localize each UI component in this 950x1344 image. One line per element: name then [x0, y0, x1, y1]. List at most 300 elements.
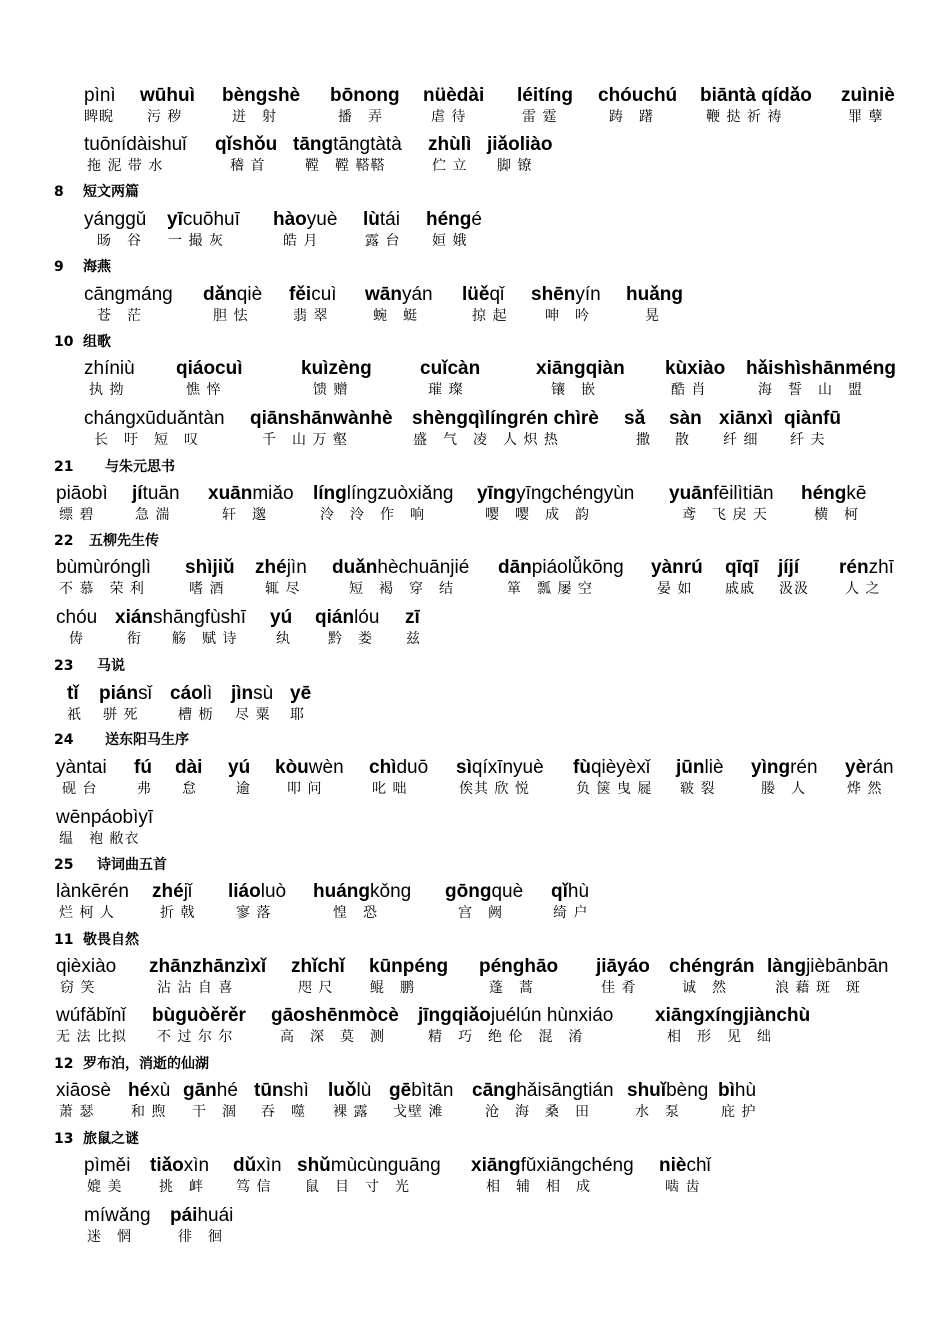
pinyin-regular: qǐ [489, 284, 505, 305]
pinyin-word [531, 283, 601, 307]
pinyin-bold: qiáocuì [176, 358, 243, 379]
pinyin-word [659, 1154, 711, 1178]
hanzi-word: 戈壁 滩 [393, 1104, 444, 1120]
pinyin-word [655, 1004, 810, 1028]
pinyin-word [56, 880, 129, 904]
hanzi-word: 拖 泥 带 水 [87, 158, 164, 174]
pinyin-regular: rán [866, 757, 894, 778]
pinyin-word [487, 133, 552, 157]
pinyin-regular: lóu [354, 607, 380, 628]
pinyin-regular: yuè [306, 209, 338, 230]
hanzi-word: 寥 落 [236, 905, 272, 921]
hanzi-word: 播 弄 [338, 109, 383, 125]
pinyin-regular: miǎo [252, 483, 294, 504]
hanzi-word: 辄 尽 [265, 581, 301, 597]
lesson-title: 敬畏自然 [83, 932, 139, 948]
hanzi-word: 人 之 [845, 581, 881, 597]
pinyin-regular: chóu [56, 607, 98, 628]
pinyin-word [128, 1079, 170, 1103]
hanzi-word: 旸 谷 [97, 233, 142, 249]
pinyin-bold: shǔ [297, 1155, 331, 1176]
hanzi-word: 相 形 见 绌 [667, 1029, 772, 1045]
hanzi-word: 惶 恐 [333, 905, 378, 921]
pinyin-regular: xù [150, 1080, 171, 1101]
pinyin-word [536, 357, 625, 381]
hanzi-word: 轩 邈 [222, 507, 267, 523]
pinyin-word [132, 482, 180, 506]
pinyin-word [462, 283, 504, 307]
pinyin-regular: cuōhuī [182, 209, 240, 230]
hanzi-word: 骈 死 [103, 707, 139, 723]
pinyin-word [725, 556, 759, 580]
pinyin-bold: zhé [255, 557, 287, 578]
pinyin-bold: tūn [254, 1080, 284, 1101]
hanzi-word: 干 涸 [192, 1104, 237, 1120]
hanzi-word: 千 山 万 壑 [262, 432, 348, 448]
pinyin-word [56, 556, 151, 580]
pinyin-bold: nüèdài [423, 85, 485, 106]
pinyin-word [233, 1154, 282, 1178]
pinyin-regular: jièbānbān [806, 956, 889, 977]
pinyin-regular: wèn [308, 757, 344, 778]
pinyin-regular: cuì [311, 284, 337, 305]
pinyin-word [273, 208, 337, 232]
lesson-title: 旅鼠之谜 [83, 1131, 139, 1147]
pinyin-regular: tuōnídàishuǐ [84, 134, 187, 155]
hanzi-word: 缊 袍 敝衣 [59, 831, 140, 847]
pinyin-word [297, 1154, 441, 1178]
pinyin-bold: luǒ [328, 1080, 357, 1101]
pinyin-word [477, 482, 634, 506]
pinyin-word [67, 682, 79, 706]
pinyin-word [270, 606, 292, 630]
pinyin-bold: rén [839, 557, 869, 578]
pinyin-word [778, 556, 799, 580]
pinyin-word [215, 133, 277, 157]
pinyin-word [746, 357, 896, 381]
pinyin-bold: xiāngxíngjiànchù [655, 1005, 811, 1026]
pinyin-word [412, 407, 599, 431]
hanzi-word: 沧 海 桑 田 [485, 1104, 590, 1120]
pinyin-bold: jūn [676, 757, 705, 778]
hanzi-word: 散 [675, 432, 690, 448]
pinyin-bold: shèngqìlíngrén chìrè [412, 408, 599, 429]
hanzi-word: 纤 细 [723, 432, 759, 448]
hanzi-word: 苍 茫 [97, 308, 142, 324]
hanzi-word: 汲汲 [779, 581, 809, 597]
pinyin-regular: cāngmáng [84, 284, 173, 305]
pinyin-bold: chì [369, 757, 397, 778]
pinyin-word [498, 556, 624, 580]
hanzi-word: 嘤 嘤 成 韵 [485, 507, 590, 523]
pinyin-bold: yī [167, 209, 183, 230]
lesson-heading [54, 181, 654, 203]
pinyin-regular: yīngchéngyùn [516, 483, 635, 504]
hanzi-word: 纤 夫 [790, 432, 826, 448]
pinyin-word [479, 955, 558, 979]
pinyin-bold: zuìniè [841, 85, 895, 106]
pinyin-regular: shì [283, 1080, 309, 1101]
pinyin-regular: bèng [666, 1080, 709, 1101]
lesson-title: 罗布泊，消逝的仙湖 [83, 1056, 209, 1072]
pinyin-regular: hù [567, 881, 590, 902]
pinyin-bold: bùguòěrěr [152, 1005, 246, 1026]
hanzi-word: 啮 齿 [665, 1179, 701, 1195]
hanzi-word: 晃 [645, 308, 660, 324]
pinyin-regular: hǎisāngtián [516, 1080, 614, 1101]
pinyin-bold: kūnpéng [369, 956, 449, 977]
hanzi-word: 酷 肖 [671, 382, 707, 398]
pinyin-bold: xiānxì [719, 408, 773, 429]
pinyin-bold: yú [270, 607, 293, 628]
pinyin-bold: kuìzèng [301, 358, 372, 379]
pinyin-regular: hèchuānjié [377, 557, 470, 578]
pinyin-word [203, 283, 262, 307]
hanzi-word: 鸢 飞 戾 天 [682, 507, 768, 523]
hanzi-word: 箪 瓢 屡 空 [507, 581, 593, 597]
pinyin-regular: tāngtàtà [333, 134, 402, 155]
hanzi-word: 绮 户 [553, 905, 589, 921]
pinyin-word [250, 407, 393, 431]
pinyin-regular: lù [356, 1080, 372, 1101]
pinyin-bold: dǎn [203, 284, 237, 305]
hanzi-word: 泠 泠 作 响 [320, 507, 425, 523]
pinyin-bold: xián [115, 607, 154, 628]
pinyin-word [84, 357, 135, 381]
pinyin-bold: fú [134, 757, 152, 778]
lesson-number: 12 [54, 1056, 74, 1072]
pinyin-bold: tǐ [67, 683, 79, 704]
pinyin-word [84, 1204, 151, 1228]
pinyin-word [328, 1079, 371, 1103]
pinyin-word [426, 208, 482, 232]
hanzi-word: 衔 [127, 631, 142, 647]
pinyin-bold: cáo [170, 683, 203, 704]
pinyin-word [332, 556, 469, 580]
lesson-heading [54, 729, 654, 751]
hanzi-word: 水 泵 [635, 1104, 680, 1120]
hanzi-word: 翡 翠 [293, 308, 329, 324]
hanzi-word: 觞 赋 诗 [172, 631, 238, 647]
pinyin-regular: qièxiào [56, 956, 117, 977]
pinyin-word [472, 1079, 614, 1103]
hanzi-word: 执 拗 [89, 382, 125, 398]
pinyin-word [313, 880, 411, 904]
pinyin-regular: chángxūduǎntàn [84, 408, 225, 429]
pinyin-regular: juélún hùnxiáo [490, 1005, 614, 1026]
pinyin-regular: hù [734, 1080, 757, 1101]
pinyin-bold: sì [456, 757, 472, 778]
pinyin-word [84, 407, 225, 431]
hanzi-word: 短 褐 穿 结 [349, 581, 454, 597]
hanzi-word: 污 秽 [147, 109, 183, 125]
hanzi-word: 裸 露 [333, 1104, 369, 1120]
pinyin-bold: dān [498, 557, 532, 578]
pinyin-bold: qǐ [551, 881, 568, 902]
pinyin-bold: jí [132, 483, 143, 504]
pinyin-word [598, 84, 677, 108]
pinyin-bold: chóuchú [598, 85, 678, 106]
pinyin-regular: tuān [142, 483, 180, 504]
pinyin-regular: pìměi [84, 1155, 131, 1176]
lesson-number: 9 [54, 259, 64, 275]
pinyin-word [665, 357, 725, 381]
pinyin-word [801, 482, 866, 506]
pinyin-word [626, 283, 683, 307]
hanzi-word: 急 湍 [135, 507, 171, 523]
hanzi-word: 祇 [67, 707, 82, 723]
hanzi-word: 不 过 尔 尔 [157, 1029, 234, 1045]
pinyin-bold: qiànfū [784, 408, 841, 429]
pinyin-regular: wúfǎbǐnǐ [56, 1005, 126, 1026]
hanzi-word: 睥睨 [84, 109, 114, 125]
hanzi-word: 镶 嵌 [551, 382, 596, 398]
hanzi-word: 笃 信 [236, 1179, 272, 1195]
lesson-title: 诗词曲五首 [97, 857, 167, 873]
pinyin-word [275, 756, 344, 780]
hanzi-word: 弗 [137, 781, 152, 797]
hanzi-word: 诚 然 [682, 980, 727, 996]
pinyin-bold: shuǐ [627, 1080, 667, 1101]
pinyin-bold: chéngrán [669, 956, 755, 977]
pinyin-regular: chǐ [686, 1155, 711, 1176]
hanzi-word: 相 辅 相 成 [486, 1179, 591, 1195]
pinyin-regular: hé [216, 1080, 238, 1101]
hanzi-word: 盛 气 凌 人 炽 热 [413, 432, 559, 448]
hanzi-word: 迸 射 [232, 109, 277, 125]
pinyin-regular: lànkērén [56, 881, 129, 902]
pinyin-word [99, 682, 152, 706]
pinyin-bold: qǐshǒu [215, 134, 278, 155]
pinyin-bold: pián [99, 683, 139, 704]
pinyin-word [56, 955, 116, 979]
hanzi-word: 耶 [290, 707, 305, 723]
pinyin-bold: léitíng [517, 85, 573, 106]
pinyin-word [330, 84, 400, 108]
hanzi-word: 海 誓 山 盟 [758, 382, 863, 398]
lesson-number: 11 [54, 932, 74, 948]
hanzi-word: 撒 [636, 432, 651, 448]
hanzi-word: 佳 肴 [601, 980, 637, 996]
hanzi-word: 高 深 莫 测 [280, 1029, 385, 1045]
pinyin-bold: dǔ [233, 1155, 257, 1176]
pinyin-word [84, 208, 146, 232]
hanzi-word: 横 柯 [814, 507, 859, 523]
pinyin-word [719, 407, 773, 431]
pinyin-word [84, 283, 173, 307]
pinyin-bold: bèngshè [222, 85, 301, 106]
hanzi-word: 璀 璨 [428, 382, 464, 398]
pinyin-word [573, 756, 650, 780]
hanzi-word: 蜿 蜓 [373, 308, 418, 324]
pinyin-word [784, 407, 841, 431]
pinyin-bold: zhùlì [428, 134, 472, 155]
pinyin-bold: qián [315, 607, 355, 628]
pinyin-word [56, 1004, 126, 1028]
pinyin-bold: yìng [751, 757, 791, 778]
hanzi-word: 和 煦 [131, 1104, 167, 1120]
pinyin-word [313, 482, 453, 506]
pinyin-regular: yàntai [56, 757, 107, 778]
pinyin-bold: héng [426, 209, 472, 230]
pinyin-word [222, 84, 300, 108]
lesson-number: 8 [54, 184, 64, 200]
pinyin-word [140, 84, 195, 108]
hanzi-word: 一 撮 灰 [168, 233, 224, 249]
pinyin-word [115, 606, 246, 630]
pinyin-word [445, 880, 523, 904]
pinyin-bold: yè [845, 757, 867, 778]
pinyin-regular: rén [790, 757, 818, 778]
hanzi-word: 窃 笑 [60, 980, 96, 996]
pinyin-word [254, 1079, 309, 1103]
pinyin-regular: jǐ [183, 881, 193, 902]
pinyin-word [170, 1204, 233, 1228]
pinyin-bold: shìjiǔ [185, 557, 235, 578]
pinyin-regular: fǔxiāngchéng [520, 1155, 634, 1176]
hanzi-word: 叩 问 [287, 781, 323, 797]
pinyin-word [208, 482, 294, 506]
pinyin-bold: gān [183, 1080, 217, 1101]
pinyin-regular: mùcùnguāng [330, 1155, 441, 1176]
pinyin-word [152, 880, 192, 904]
pinyin-word [700, 84, 812, 108]
pinyin-regular: pìnì [84, 85, 116, 106]
pinyin-word [185, 556, 235, 580]
pinyin-bold: yuān [669, 483, 714, 504]
hanzi-word: 黔 娄 [328, 631, 373, 647]
pinyin-bold: gē [389, 1080, 412, 1101]
pinyin-bold: pénghāo [479, 956, 559, 977]
pinyin-bold: xiāng [471, 1155, 521, 1176]
pinyin-word [428, 133, 471, 157]
hanzi-word: 怠 [182, 781, 197, 797]
pinyin-word [551, 880, 589, 904]
pinyin-bold: hé [128, 1080, 151, 1101]
pinyin-word [228, 880, 286, 904]
pinyin-word [841, 84, 895, 108]
pinyin-regular: míwǎng [84, 1205, 151, 1226]
lesson-heading [54, 1053, 654, 1075]
hanzi-word: 沾 沾 自 喜 [157, 980, 234, 996]
pinyin-bold: sàn [669, 408, 702, 429]
pinyin-word [751, 756, 818, 780]
hanzi-word: 槽 枥 [178, 707, 214, 723]
pinyin-word [56, 482, 108, 506]
hanzi-word: 鼠 目 寸 光 [305, 1179, 410, 1195]
hanzi-word: 稽 首 [230, 158, 266, 174]
pinyin-bold: lüě [462, 284, 490, 305]
pinyin-bold: tiǎo [150, 1155, 184, 1176]
pinyin-regular: qièyèxǐ [590, 757, 651, 778]
pinyin-bold: hǎishìshānméng [746, 358, 896, 379]
hanzi-word: 馈 赠 [313, 382, 349, 398]
pinyin-word [167, 208, 240, 232]
pinyin-regular: huái [197, 1205, 234, 1226]
pinyin-bold: yē [290, 683, 312, 704]
pinyin-bold: yànrú [651, 557, 703, 578]
hanzi-word: 皲 裂 [680, 781, 716, 797]
pinyin-word [290, 682, 311, 706]
pinyin-bold: bì [718, 1080, 735, 1101]
pinyin-bold: fù [573, 757, 591, 778]
hanzi-word: 皓 月 [283, 233, 319, 249]
hanzi-word: 伫 立 [432, 158, 468, 174]
pinyin-word [676, 756, 724, 780]
pinyin-word [293, 133, 402, 157]
lesson-heading [54, 456, 654, 478]
pinyin-word [84, 84, 116, 108]
pinyin-word [56, 606, 97, 630]
hanzi-word: 兹 [406, 631, 421, 647]
pinyin-bold: qiānshānwànhè [250, 408, 393, 429]
hanzi-word: 缥 碧 [59, 507, 95, 523]
pinyin-bold: yú [228, 757, 251, 778]
hanzi-word: 徘 徊 [178, 1229, 223, 1245]
pinyin-bold: bōnong [330, 85, 400, 106]
pinyin-word [669, 407, 702, 431]
lesson-heading [54, 256, 654, 278]
hanzi-word: 脚 镣 [497, 158, 533, 174]
pinyin-word [231, 682, 273, 706]
hanzi-word: 媵 人 [761, 781, 806, 797]
pinyin-word [405, 606, 420, 630]
hanzi-word: 雷 霆 [522, 109, 558, 125]
pinyin-regular: yín [575, 284, 601, 305]
pinyin-regular: luò [260, 881, 287, 902]
pinyin-word [56, 756, 107, 780]
pinyin-word [365, 283, 433, 307]
pinyin-regular: zhíniù [84, 358, 135, 379]
pinyin-word [418, 1004, 613, 1028]
hanzi-word: 罪 孽 [848, 109, 884, 125]
pinyin-regular: fēilìtiān [713, 483, 774, 504]
pinyin-regular: kē [846, 483, 867, 504]
pinyin-regular: qíxīnyuè [471, 757, 544, 778]
lesson-number: 23 [54, 658, 74, 674]
pinyin-word [369, 955, 448, 979]
lesson-title: 与朱元思书 [105, 459, 175, 475]
pinyin-regular: zhī [868, 557, 894, 578]
hanzi-word: 烨 然 [847, 781, 883, 797]
pinyin-regular: jìn [286, 557, 307, 578]
hanzi-word: 胆 怯 [213, 308, 249, 324]
pinyin-word [271, 1004, 399, 1028]
hanzi-word: 精 巧 绝 伦 混 淆 [428, 1029, 584, 1045]
pinyin-word [301, 357, 372, 381]
hanzi-word: 庇 护 [721, 1104, 757, 1120]
hanzi-word: 宫 阙 [458, 905, 503, 921]
hanzi-word: 折 戟 [160, 905, 196, 921]
pinyin-word [369, 756, 428, 780]
pinyin-bold: kùxiào [665, 358, 726, 379]
pinyin-bold: hào [273, 209, 307, 230]
hanzi-word: 迷 惘 [87, 1229, 132, 1245]
pinyin-regular: liè [704, 757, 724, 778]
pinyin-word [134, 756, 152, 780]
pinyin-word [389, 1079, 453, 1103]
pinyin-word [363, 208, 400, 232]
pinyin-word [651, 556, 703, 580]
lesson-title: 短文两篇 [83, 184, 139, 200]
hanzi-word: 烂 柯 人 [59, 905, 115, 921]
hanzi-word: 咫 尺 [298, 980, 334, 996]
pinyin-bold: pái [170, 1205, 198, 1226]
hanzi-word: 负 箧 曳 屣 [576, 781, 653, 797]
pinyin-regular: tái [379, 209, 400, 230]
lesson-title: 送东阳马生序 [105, 732, 189, 748]
hanzi-word: 吞 噬 [261, 1104, 306, 1120]
